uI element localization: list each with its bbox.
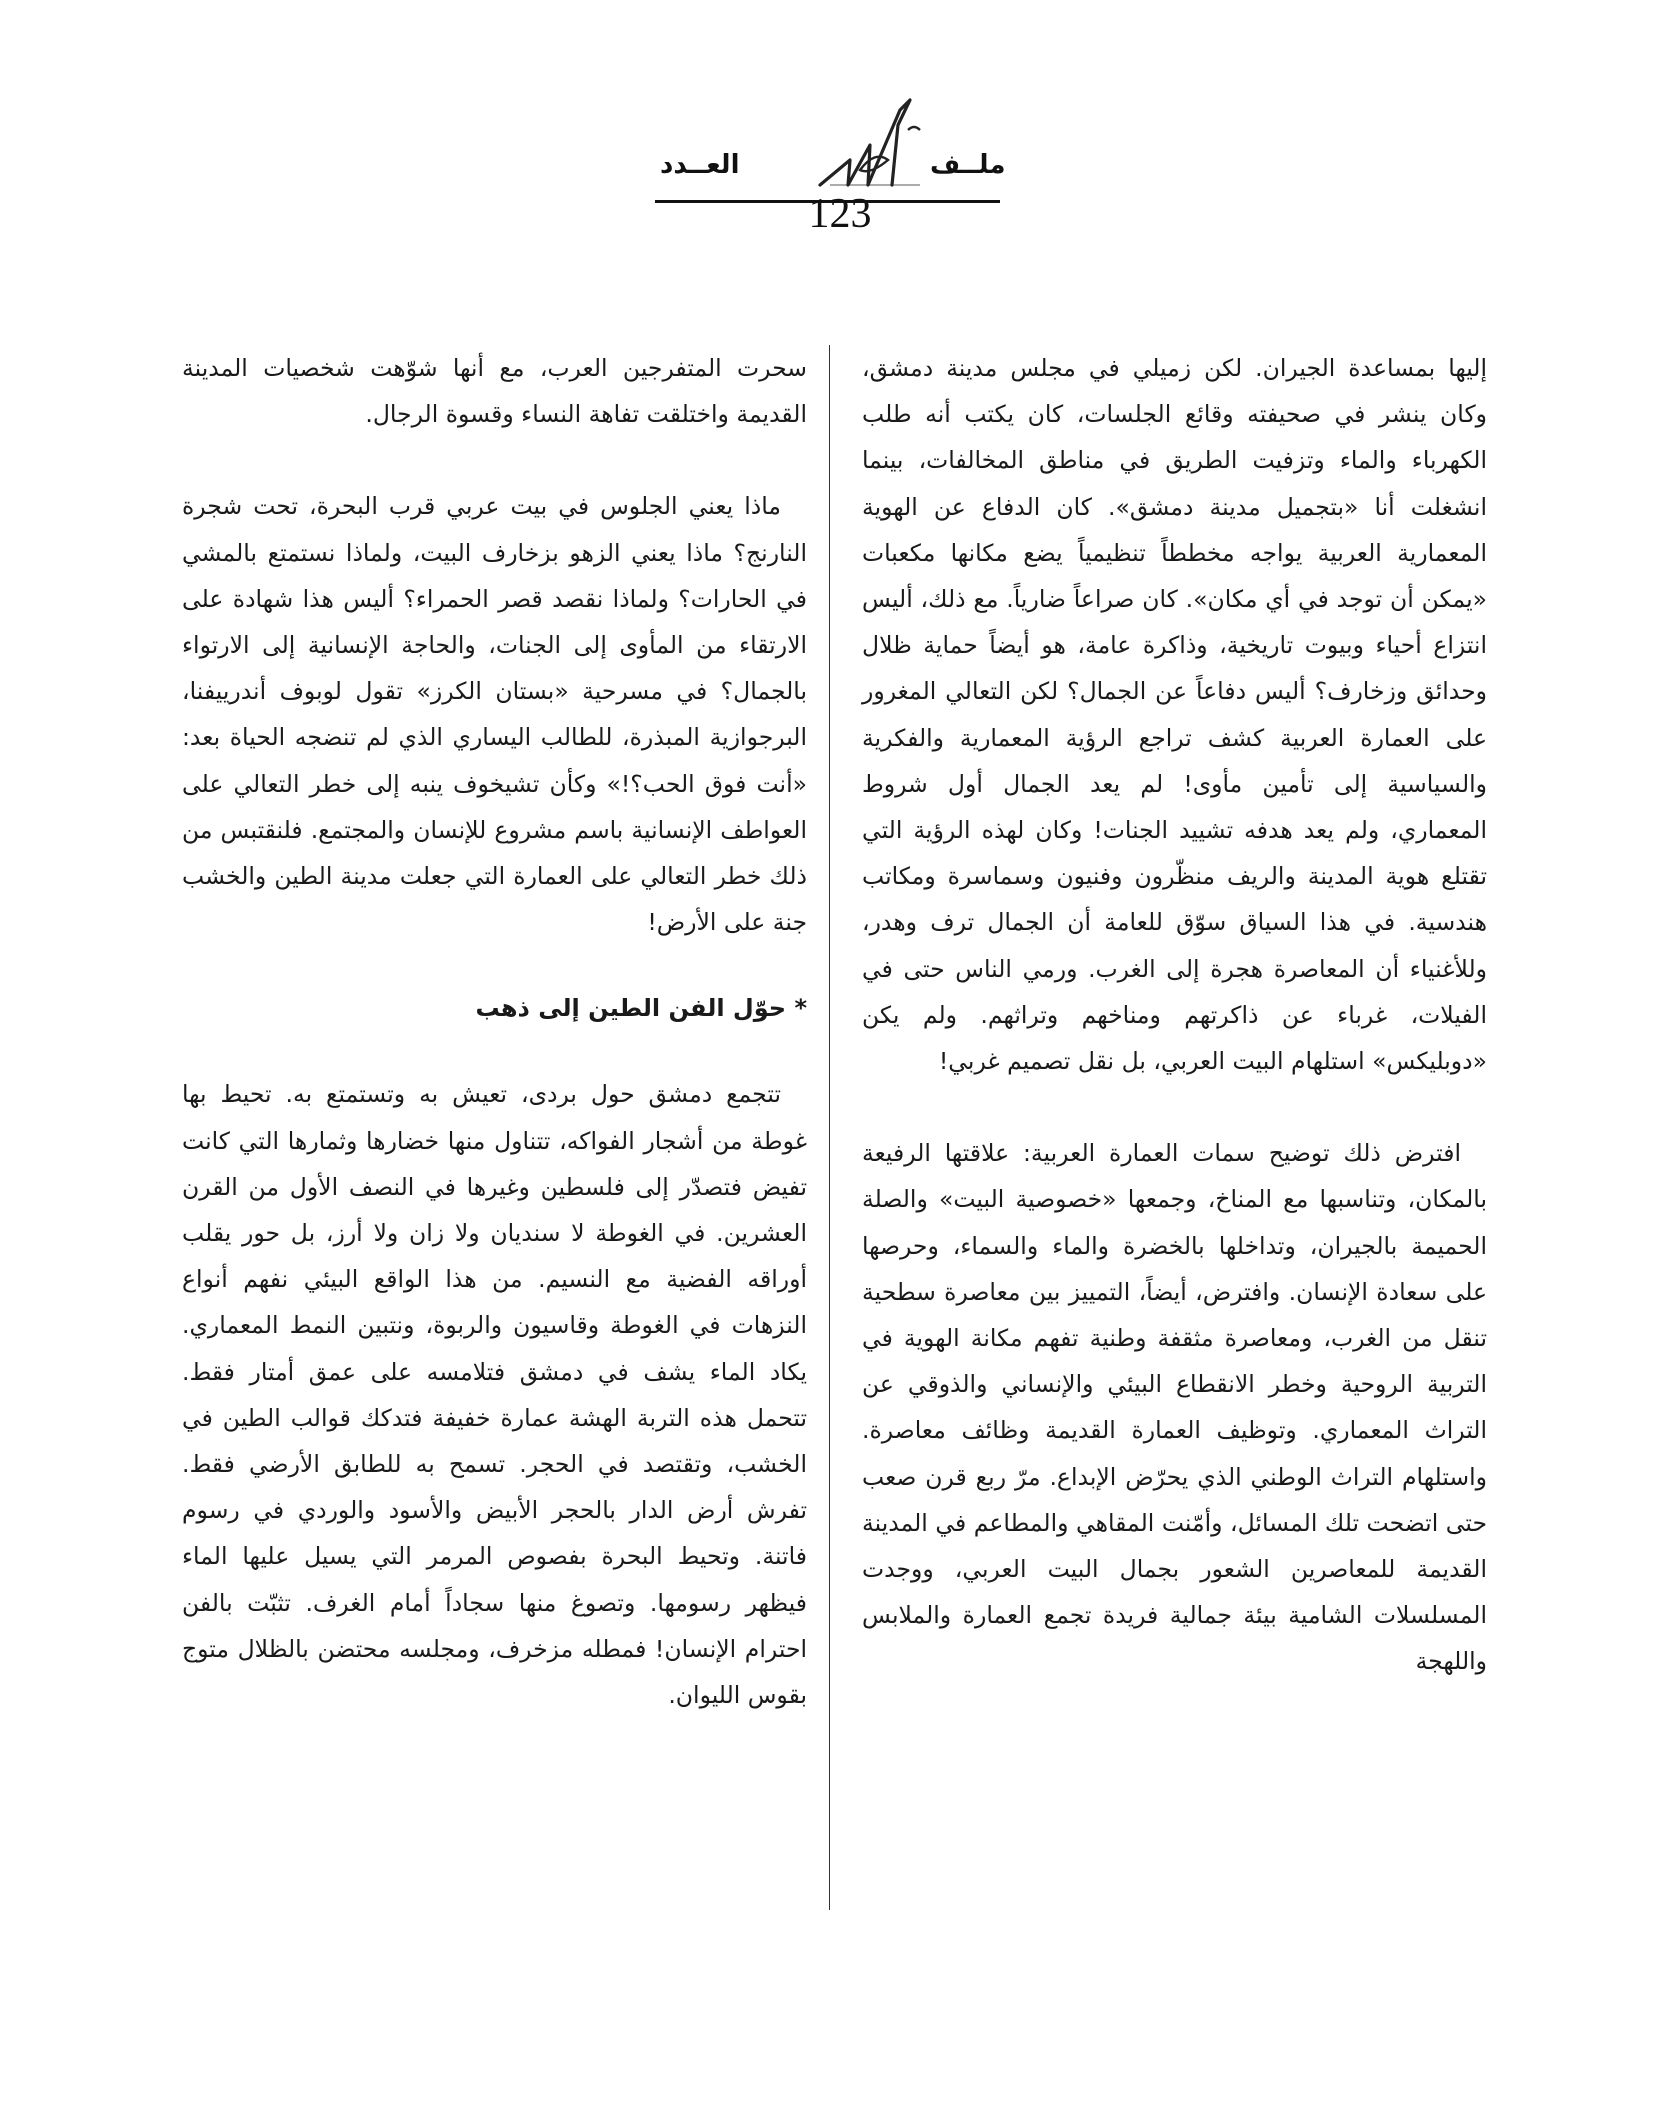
section-label-left: العــدد [660, 150, 740, 180]
page-number: 123 [808, 191, 872, 237]
magazine-logo [800, 90, 950, 200]
left-column [182, 345, 807, 1718]
paragraph: إليها بمساعدة الجيران. لكن زميلي في مجلس مدينة دمشق، وكان ينشر في صحيفته وقائع الجلسات، كان يكتب أنه طلب الكهرباء والماء وتزفيت الطريق في مناطق المخالفات، بينما انشغلت أنا «بتجميل مدينة دمشق». كان الدفاع عن الهوية المعمارية العربية يواجه مخططاً تنظيمياً يضع مكانها مكعبات «يمكن أن توجد في أي مكان». كان صراعاً ضارياً. مع ذلك، أليس انتزاع أحياء وبيوت تاريخية، وذاكرة عامة، هو أيضاً حماية ظلال وحدائق وزخارف؟ أليس دفاعاً عن الجمال؟ لكن التعالي المغرور على العمارة العربية كشف تراجع الرؤية المعمارية والفكرية والسياسية إلى تأمين مأوى! لم يعد الجمال أول شروط المعماري، ولم يعد هدفه تشييد الجنات! وكان لهذه الرؤية التي تقتلع هوية المدينة والريف منظّرون وفنيون وسماسرة ومكاتب هندسية. في هذا السياق سوّق للعامة أن الجمال ترف وهدر، وللأغنياء أن المعاصرة هجرة إلى الغرب. ورمي الناس حتى في الفيلات، غرباء عن ذاكرتهم ومناخهم وتراثهم. ولم يكن «دوبليكس» استلهام البيت العربي، بل نقل تصميم غربي! [862, 354, 1487, 1076]
paragraph: تتجمع دمشق حول بردى، تعيش به وتستمتع به. تحيط بها غوطة من أشجار الفواكه، تتناول منها خضارها وثمارها التي كانت تفيض فتصدّر إلى فلسطين وغيرها في النصف الأول من القرن العشرين. في الغوطة لا سنديان ولا زان ولا أرز، بل حور يقلب أوراقه الفضية مع النسيم. من هذا الواقع البيئي نفهم أنواع النزهات في الغوطة وقاسيون والربوة، ونتبين النمط المعماري. يكاد الماء يشف في دمشق فتلامسه على عمق أمتار فقط. تتحمل هذه التربة الهشة عمارة خفيفة فتدكك قوالب الطين في الخشب، وتقتصد في الحجر. تسمح به للطابق الأرضي فقط. تفرش أرض الدار بالحجر الأبيض والأسود والوردي في رسوم فاتنة. وتحيط البحرة بفصوص المرمر التي يسيل عليها الماء فيظهر رسومها. وتصوغ منها سجاداً أمام الغرف. تثبّت بالفن احترام الإنسان! فمطله مزخرف، ومجلسه محتضن بالظلال متوج بقوس الليوان. [182, 1080, 807, 1710]
paragraph: ماذا يعني الجلوس في بيت عربي قرب البحرة، تحت شجرة النارنج؟ ماذا يعني الزهو بزخارف البيت، ولماذا نستمتع بالمشي في الحارات؟ ولماذا نقصد قصر الحمراء؟ أليس هذا شهادة على الارتقاء من المأوى إلى الجنات، والحاجة الإنسانية إلى الارتواء بالجمال؟ في مسرحية «بستان الكرز» تقول لوبوف أندرييفنا، البرجوازية المبذرة، للطالب اليساري الذي لم تنضجه الحياة بعد: «أنت فوق الحب؟!» وكأن تشيخوف ينبه إلى خطر التعالي على العواطف الإنسانية باسم مشروع للإنسان والمجتمع. فلنقتبس من ذلك خطر التعالي على العمارة التي جعلت مدينة الطين والخشب جنة على الأرض! [182, 492, 807, 937]
right-column [862, 345, 1487, 1685]
page-header [0, 90, 1654, 240]
paragraph: سحرت المتفرجين العرب، مع أنها شوّهت شخصيات المدينة القديمة واختلقت تفاهة النساء وقسوة الرجال. [182, 354, 807, 429]
section-label-right: ملــف [930, 150, 1006, 180]
section-heading: * حوّل الفن الطين إلى ذهب [475, 994, 807, 1023]
paragraph: افترض ذلك توضيح سمات العمارة العربية: علاقتها الرفيعة بالمكان، وتناسبها مع المناخ، وجمعها «خصوصية البيت» والصلة الحميمة بالجيران، وتداخلها بالخضرة والماء والسماء، وحرصها على سعادة الإنسان. وافترض، أيضاً، التمييز بين معاصرة سطحية تنقل من الغرب، ومعاصرة مثقفة وطنية تفهم مكانة الهوية في التربية الروحية وخطر الانقطاع البيئي والإنساني والذوقي عن التراث المعماري. وتوظيف العمارة القديمة وظائف معاصرة. واستلهام التراث الوطني الذي يحرّض الإبداع. مرّ ربع قرن صعب حتى اتضحت تلك المسائل، وأمّنت المقاهي والمطاعم في المدينة القديمة للمعاصرين الشعور بجمال البيت العربي، ووجدت المسلسلات الشامية بيئة جمالية فريدة تجمع العمارة والملابس واللهجة [862, 1139, 1487, 1676]
column-divider [829, 345, 830, 1910]
